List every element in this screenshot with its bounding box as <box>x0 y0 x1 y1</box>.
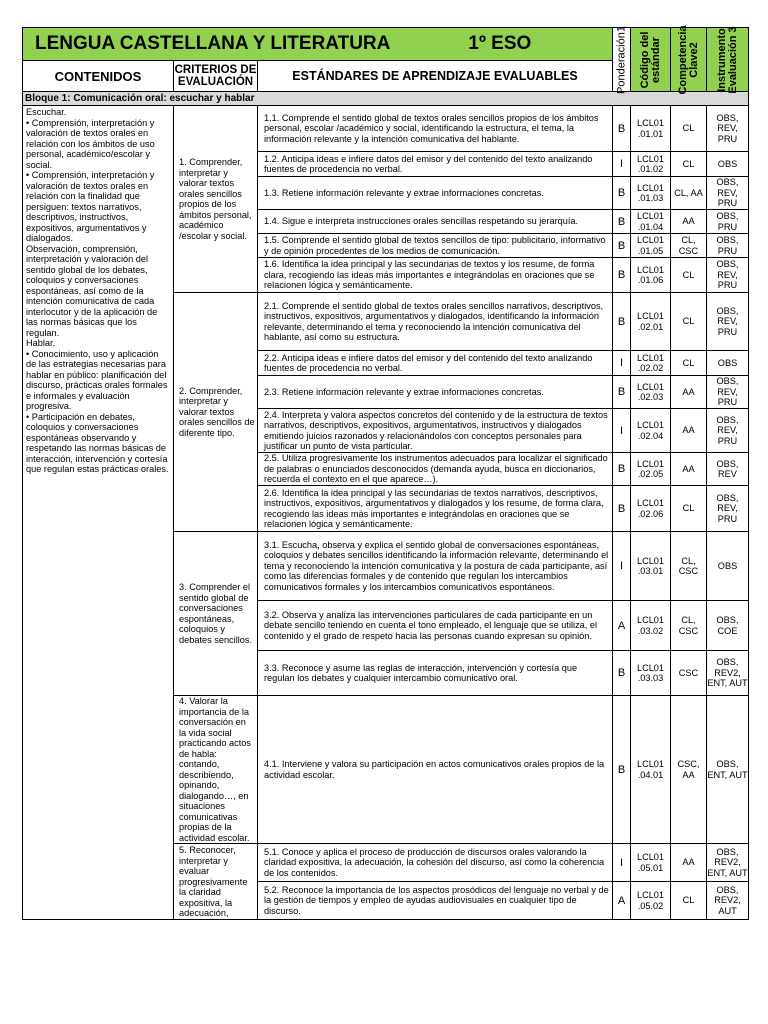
competencia-value: AA <box>671 210 707 234</box>
block-title: Bloque 1: Comunicación oral: escuchar y hablar <box>23 92 749 106</box>
competencia-value: CL <box>671 486 707 532</box>
competencia-value: AA <box>671 409 707 453</box>
ponderacion-value: A <box>613 601 631 651</box>
competencia-value: AA <box>671 376 707 409</box>
standard-code: LCL01 .02.03 <box>631 376 671 409</box>
standard-code: LCL01 .01.03 <box>631 177 671 210</box>
instrumento-value: OBS, COE <box>707 601 749 651</box>
standard-code: LCL01 .05.01 <box>631 844 671 882</box>
standard-code: LCL01 .02.01 <box>631 293 671 351</box>
standard-text: 3.3. Reconoce y asume las reglas de interacción, intervención y cortesía que regulan los debates y cualquier intercambio comunicativo oral. <box>258 651 613 696</box>
standard-text: 5.2. Reconoce la importancia de los aspectos prosódicos del lenguaje no verbal y de la gestión de tiempos y empleo de ayudas audiovisuales en cualquier tipo de discurso. <box>258 882 613 920</box>
contenido-item: • Participación en debates, coloquios y conversaciones espontáneas observando y respetando las normas básicas de interacción, intervención y cortesía que regulan estas prácticas orales. <box>26 411 169 474</box>
ponderacion-value: B <box>613 486 631 532</box>
ponderacion-value: I <box>613 844 631 882</box>
instrumento-value: OBS <box>707 351 749 376</box>
competencia-value: AA <box>671 453 707 486</box>
instrumento-value: OBS, PRU <box>707 210 749 234</box>
ponderacion-value: B <box>613 651 631 696</box>
standard-text: 2.5. Utiliza progresivamente los instrumentos adecuados para localizar el significado de palabras o enunciados desconocidos (demanda ayuda, busca en diccionarios, recuerda el contexto en el que aparece…). <box>258 453 613 486</box>
header-criterios: CRITERIOS DE EVALUACIÓN <box>174 61 258 92</box>
standard-code: LCL01 .03.01 <box>631 532 671 601</box>
criterio-c1: 1. Comprender, interpretar y valorar textos orales sencillos propios de los ámbitos personal, académico /escolar y social. <box>174 106 258 293</box>
instrumento-value: OBS <box>707 152 749 177</box>
standard-text: 3.1. Escucha, observa y explica el sentido global de conversaciones espontáneas, coloquios y debates sencillos identificando la información relevante, determinando el tema y reconociendo la intención comunicativa y la postura de cada participante, así como las diferencias formales y de contenido que regulan los intercambios comunicativos formales y los intercambios comunicativos espontáneos. <box>258 532 613 601</box>
instrumento-value: OBS, REV <box>707 453 749 486</box>
competencia-value: CL <box>671 152 707 177</box>
competencia-value: CL <box>671 293 707 351</box>
standard-code: LCL01 .02.04 <box>631 409 671 453</box>
standard-text: 1.5. Comprende el sentido global de textos sencillos de tipo: publicitario, informativo y de opinión procedentes de los medios de comunicación. <box>258 234 613 258</box>
instrumento-value: OBS, REV, PRU <box>707 486 749 532</box>
header-competencia: Competencia Clave2 <box>671 28 707 92</box>
competencia-value: CL, CSC <box>671 601 707 651</box>
contenido-item: Escuchar. <box>26 107 67 117</box>
instrumento-value: OBS, REV, PRU <box>707 106 749 152</box>
instrumento-value: OBS, REV, PRU <box>707 293 749 351</box>
ponderacion-value: B <box>613 696 631 844</box>
header-codigo: Código del estándar <box>631 28 671 92</box>
header-contenidos: CONTENIDOS <box>23 61 174 92</box>
instrumento-value: OBS, REV2, ENT, AUT <box>707 651 749 696</box>
ponderacion-value: B <box>613 376 631 409</box>
standard-code: LCL01 .02.06 <box>631 486 671 532</box>
title-bar <box>23 28 613 61</box>
competencia-value: CL, AA <box>671 177 707 210</box>
header-ponderacion: Ponderación1 <box>613 28 631 92</box>
standard-code: LCL01 .01.06 <box>631 258 671 293</box>
ponderacion-value: B <box>613 210 631 234</box>
standard-code: LCL01 .01.01 <box>631 106 671 152</box>
instrumento-value: OBS, ENT, AUT <box>707 696 749 844</box>
ponderacion-value: I <box>613 532 631 601</box>
standard-text: 1.6. Identifica la idea principal y las secundarias de textos y los resume, de forma clara, recogiendo las ideas más importantes e integrándolas en oraciones que se relacionen lógica y semánticamente. <box>258 258 613 293</box>
standard-code: LCL01 .03.03 <box>631 651 671 696</box>
instrumento-value: OBS, REV, PRU <box>707 258 749 293</box>
competencia-value: CL <box>671 106 707 152</box>
standard-text: 3.2. Observa y analiza las intervenciones particulares de cada participante en un debate sencillo teniendo en cuenta el tono empleado, el lenguaje que se utiliza, el contenido y el grado de respeto hacia las personas cuando expresan su opinión. <box>258 601 613 651</box>
ponderacion-value: B <box>613 258 631 293</box>
standard-code: LCL01 .02.02 <box>631 351 671 376</box>
criterio-c5: 5. Reconocer, interpretar y evaluar progresivamente la claridad expositiva, la adecuación, <box>174 844 258 920</box>
standard-code: LCL01 .01.04 <box>631 210 671 234</box>
competencia-value: CL <box>671 351 707 376</box>
standard-text: 1.2. Anticipa ideas e infiere datos del emisor y del contenido del texto analizando fuentes de procedencia no verbal. <box>258 152 613 177</box>
contenidos-cell <box>23 106 174 920</box>
standard-text: 5.1. Conoce y aplica el proceso de producción de discursos orales valorando la claridad expositiva, la adecuación, la cohesión del discurso, así como la coherencia de los contenidos. <box>258 844 613 882</box>
ponderacion-value: I <box>613 351 631 376</box>
competencia-value: CL, CSC <box>671 532 707 601</box>
instrumento-value: OBS, REV, PRU <box>707 177 749 210</box>
criterio-c3: 3. Comprender el sentido global de conversaciones espontáneas, coloquios y debates sencillos. <box>174 532 258 696</box>
ponderacion-value: B <box>613 106 631 152</box>
ponderacion-value: A <box>613 882 631 920</box>
ponderacion-value: B <box>613 293 631 351</box>
standard-text: 2.2. Anticipa ideas e infiere datos del emisor y del contenido del texto analizando fuentes de procedencia no verbal. <box>258 351 613 376</box>
ponderacion-value: I <box>613 152 631 177</box>
standard-text: 4.1. Interviene y valora su participación en actos comunicativos orales propios de la actividad escolar. <box>258 696 613 844</box>
standard-code: LCL01 .05.02 <box>631 882 671 920</box>
standard-code: LCL01 .01.05 <box>631 234 671 258</box>
ponderacion-value: B <box>613 453 631 486</box>
competencia-value: AA <box>671 844 707 882</box>
level-title: 1º ESO <box>468 33 532 54</box>
instrumento-value: OBS, REV, PRU <box>707 409 749 453</box>
contenido-item: • Comprensión, interpretación y valoración de textos orales en relación con los ámbitos de uso personal, académico/escolar y social. <box>26 117 155 170</box>
standard-code: LCL01 .03.02 <box>631 601 671 651</box>
ponderacion-value: B <box>613 177 631 210</box>
criterio-c4: 4. Valorar la importancia de la conversación en la vida social practicando actos de habla: contando, describiendo, opinando, dialogando…, en situaciones comunicativas propias de la actividad escolar. <box>174 696 258 844</box>
instrumento-value: OBS <box>707 532 749 601</box>
standard-text: 2.3. Retiene información relevante y extrae informaciones concretas. <box>258 376 613 409</box>
standard-text: 1.1. Comprende el sentido global de textos orales sencillos propios de los ámbitos personal, escolar /académico y social, identificando la estructura, el tema, la información relevante y la intención comunicativa del hablante. <box>258 106 613 152</box>
contenido-item: • Comprensión, interpretación y valoración de textos orales en relación con la finalidad que persiguen: textos narrativos, descriptivos, instructivos, expositivos, argumentativos y dialogados. <box>26 170 155 243</box>
competencia-value: CSC, AA <box>671 696 707 844</box>
standard-text: 1.3. Retiene información relevante y extrae informaciones concretas. <box>258 177 613 210</box>
instrumento-value: OBS, PRU <box>707 234 749 258</box>
standard-code: LCL01 .02.05 <box>631 453 671 486</box>
competencia-value: CL <box>671 258 707 293</box>
competencia-value: CL <box>671 882 707 920</box>
instrumento-value: OBS, REV, PRU <box>707 376 749 409</box>
ponderacion-value: B <box>613 234 631 258</box>
standard-text: 2.4. Interpreta y valora aspectos concretos del contenido y de la estructura de textos narrativos, descriptivos, expositivos, argumentativos, instructivos y dialogados emitiendo juicios razonados y relacionándolos con conceptos personales para justificar un punto de vista particular. <box>258 409 613 453</box>
subject-title: LENGUA CASTELLANA Y LITERATURA <box>35 33 391 54</box>
ponderacion-value: I <box>613 409 631 453</box>
standard-text: 1.4. Sigue e interpreta instrucciones orales sencillas respetando su jerarquía. <box>258 210 613 234</box>
curriculum-sheet <box>22 24 748 987</box>
standard-text: 2.1. Comprende el sentido global de textos orales sencillos narrativos, descriptivos, instructivos, expositivos, argumentativos y dialogados, identificando la información relevante, determinando el tema y reconociendo la intención comunicativa del hablante, así como su estructura. <box>258 293 613 351</box>
competencia-value: CL, CSC <box>671 234 707 258</box>
contenido-item: • Conocimiento, uso y aplicación de las estrategias necesarias para hablar en público: planificación del discurso, prácticas orales formales e informales y evaluación progresiva. <box>26 348 168 411</box>
instrumento-value: OBS, REV2, AUT <box>707 882 749 920</box>
header-instrumento: Instrumento Evaluación 3 <box>707 28 749 92</box>
competencia-value: CSC <box>671 651 707 696</box>
standard-row <box>23 106 749 152</box>
header-estandares: ESTÁNDARES DE APRENDIZAJE EVALUABLES <box>258 61 613 92</box>
curriculum-table <box>22 24 749 920</box>
criterio-c2: 2. Comprender, interpretar y valorar textos orales sencillos de diferente tipo. <box>174 293 258 532</box>
contenido-item: Observación, comprensión, interpretación y valoración del sentido global de los debates, coloquios y conversaciones espontáneas, así como de la intención comunicativa de cada interlocutor y de la aplicación de las normas básicas que los regulan. <box>26 243 158 338</box>
contenido-item: Hablar. <box>26 338 56 348</box>
instrumento-value: OBS, REV2, ENT, AUT <box>707 844 749 882</box>
standard-code: LCL01 .04.01 <box>631 696 671 844</box>
standard-code: LCL01 .01.02 <box>631 152 671 177</box>
standard-text: 2.6. Identifica la idea principal y las secundarias de textos narrativos, descriptivos, instructivos, expositivos, argumentativos y dialogados y los resume, de forma clara, recogiendo las ideas más importantes e integrándolas en oraciones que se relacionen lógica y semánticamente. <box>258 486 613 532</box>
